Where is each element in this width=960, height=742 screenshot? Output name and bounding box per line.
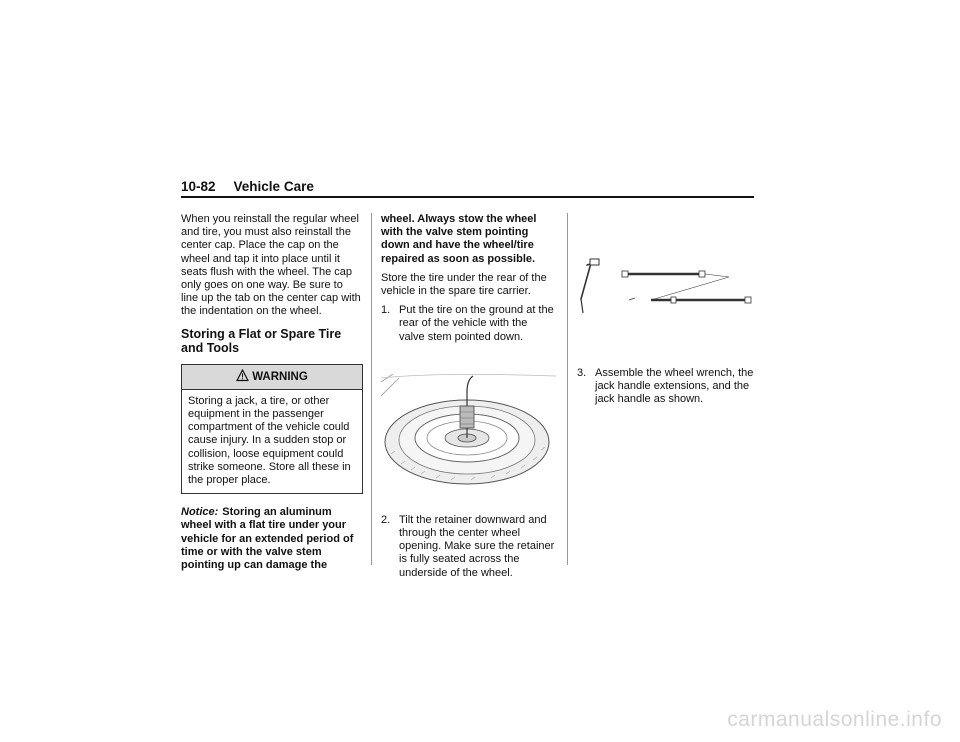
- store-instruction: Store the tire under the rear of the vehicle in the spare tire carrier.: [381, 271, 547, 298]
- warning-box: [181, 364, 363, 495]
- step-2-text: Tilt the retainer downward and through the center wheel opening. Make sure the retainer is fully seated across the underside of the wheel.: [399, 513, 555, 579]
- spare-tire-illustration: [381, 374, 556, 490]
- column-divider-1: [371, 213, 372, 565]
- step-3-text: Assemble the wheel wrench, the jack handle extensions, and the jack handle as shown.: [595, 367, 754, 406]
- watermark: carmanualsonline.info: [727, 708, 942, 731]
- warning-icon: [236, 369, 249, 382]
- step-3: [577, 367, 755, 407]
- page-header: [181, 179, 754, 198]
- step-2: [381, 514, 556, 580]
- wrench-and-jack-handle-illustration: [577, 253, 755, 321]
- chapter-title: Vehicle Care: [233, 179, 314, 194]
- intro-paragraph: When you reinstall the regular wheel and tire, you must also reinstall the center cap. Place the cap on the wheel and tap it into place until it seats flush with the wheel. The cap only goes on one way. Be sure to line up the tab on the center cap with the indentation on the wheel.: [181, 213, 361, 318]
- notice-text: Storing an aluminum wheel with a flat tire under your vehicle for an extended period of time or with the valve stem pointing up can damage the: [181, 506, 354, 572]
- warning-header: [182, 365, 362, 390]
- step-1: [381, 304, 556, 344]
- warning-title: WARNING: [252, 370, 308, 383]
- notice-label: Notice:: [181, 506, 219, 519]
- step-1-text: Put the tire on the ground at the rear of the vehicle with the valve stem pointed down.: [399, 304, 554, 343]
- page-number: 10-82: [181, 179, 216, 194]
- step-1-number: 1.: [381, 304, 391, 317]
- column-3: [577, 213, 755, 413]
- section-heading: Storing a Flat or Spare Tire and Tools: [181, 326, 342, 356]
- step-3-number: 3.: [577, 367, 587, 379]
- notice-paragraph: [181, 506, 363, 572]
- warning-text: Storing a jack, a tire, or other equipment in the passenger compartment of the vehicle could cause injury. In a sudden stop or collision, loose equipment could strike someone. Store all these in the proper place.: [188, 394, 351, 487]
- step-2-number: 2.: [381, 513, 391, 526]
- column-2: [381, 213, 556, 586]
- column-1: [181, 213, 363, 578]
- column-divider-2: [567, 213, 568, 565]
- notice-continuation: wheel. Always stow the wheel with the valve stem pointing down and have the wheel/tire repaired as soon as possible.: [381, 213, 537, 265]
